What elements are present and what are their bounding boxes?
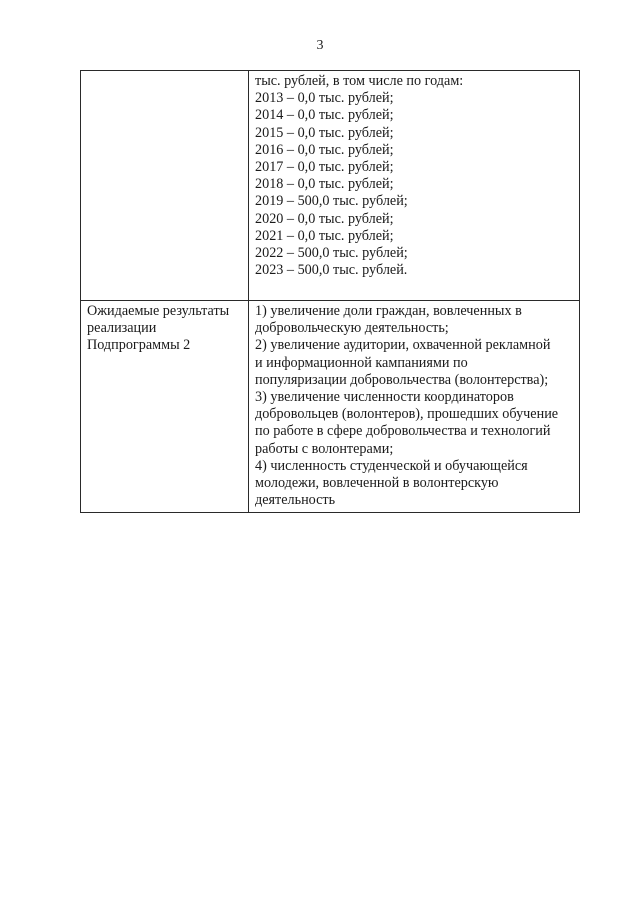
financing-year-line: 2019 – 500,0 тыс. рублей; (255, 193, 408, 210)
results-text-line: 3) увеличение численности координаторов (255, 389, 514, 406)
financing-label-cell (81, 71, 249, 301)
results-text-line: работы с волонтерами; (255, 440, 394, 457)
financing-value-cell (249, 71, 580, 301)
results-text-line: 2) увеличение аудитории, охваченной рекламной (255, 337, 551, 354)
results-text-line: по работе в сфере добровольчества и технологий (255, 423, 551, 440)
results-label-line: реализации (87, 320, 157, 337)
financing-year-line: 2014 – 0,0 тыс. рублей; (255, 107, 394, 124)
results-label-line: Подпрограммы 2 (87, 337, 191, 354)
results-text-line: молодежи, вовлеченной в волонтерскую (255, 475, 499, 492)
results-text-line: добровольческую деятельность; (255, 320, 449, 337)
financing-year-line: 2022 – 500,0 тыс. рублей; (255, 245, 408, 262)
results-label-cell (81, 301, 249, 513)
results-text-line: популяризации добровольчества (волонтерства); (255, 371, 549, 388)
financing-year-line: 2018 – 0,0 тыс. рублей; (255, 176, 394, 193)
financing-year-line: 2021 – 0,0 тыс. рублей; (255, 227, 394, 244)
results-text-line: деятельность (255, 492, 336, 509)
results-label-line: Ожидаемые результаты (87, 303, 230, 319)
results-value-cell (249, 301, 580, 513)
financing-intro-line: тыс. рублей, в том числе по годам: (255, 73, 464, 89)
financing-year-line: 2020 – 0,0 тыс. рублей; (255, 210, 394, 227)
financing-year-line: 2016 – 0,0 тыс. рублей; (255, 141, 394, 158)
page-number: 3 (316, 38, 324, 53)
financing-year-line: 2015 – 0,0 тыс. рублей; (255, 124, 394, 141)
results-text-line: 1) увеличение доли граждан, вовлеченных в (255, 303, 522, 319)
results-text-line: и информационной кампаниями по (255, 354, 468, 371)
results-text-line: добровольцев (волонтеров), прошедших обучение (255, 406, 559, 423)
results-text-line: 4) численность студенческой и обучающейся (255, 457, 528, 474)
financing-year-line: 2013 – 0,0 тыс. рублей; (255, 90, 394, 107)
financing-year-line: 2017 – 0,0 тыс. рублей; (255, 159, 394, 176)
results-row (81, 301, 580, 513)
passport-table (80, 70, 580, 513)
financing-year-line: 2023 – 500,0 тыс. рублей. (255, 262, 408, 279)
financing-row (81, 71, 580, 301)
